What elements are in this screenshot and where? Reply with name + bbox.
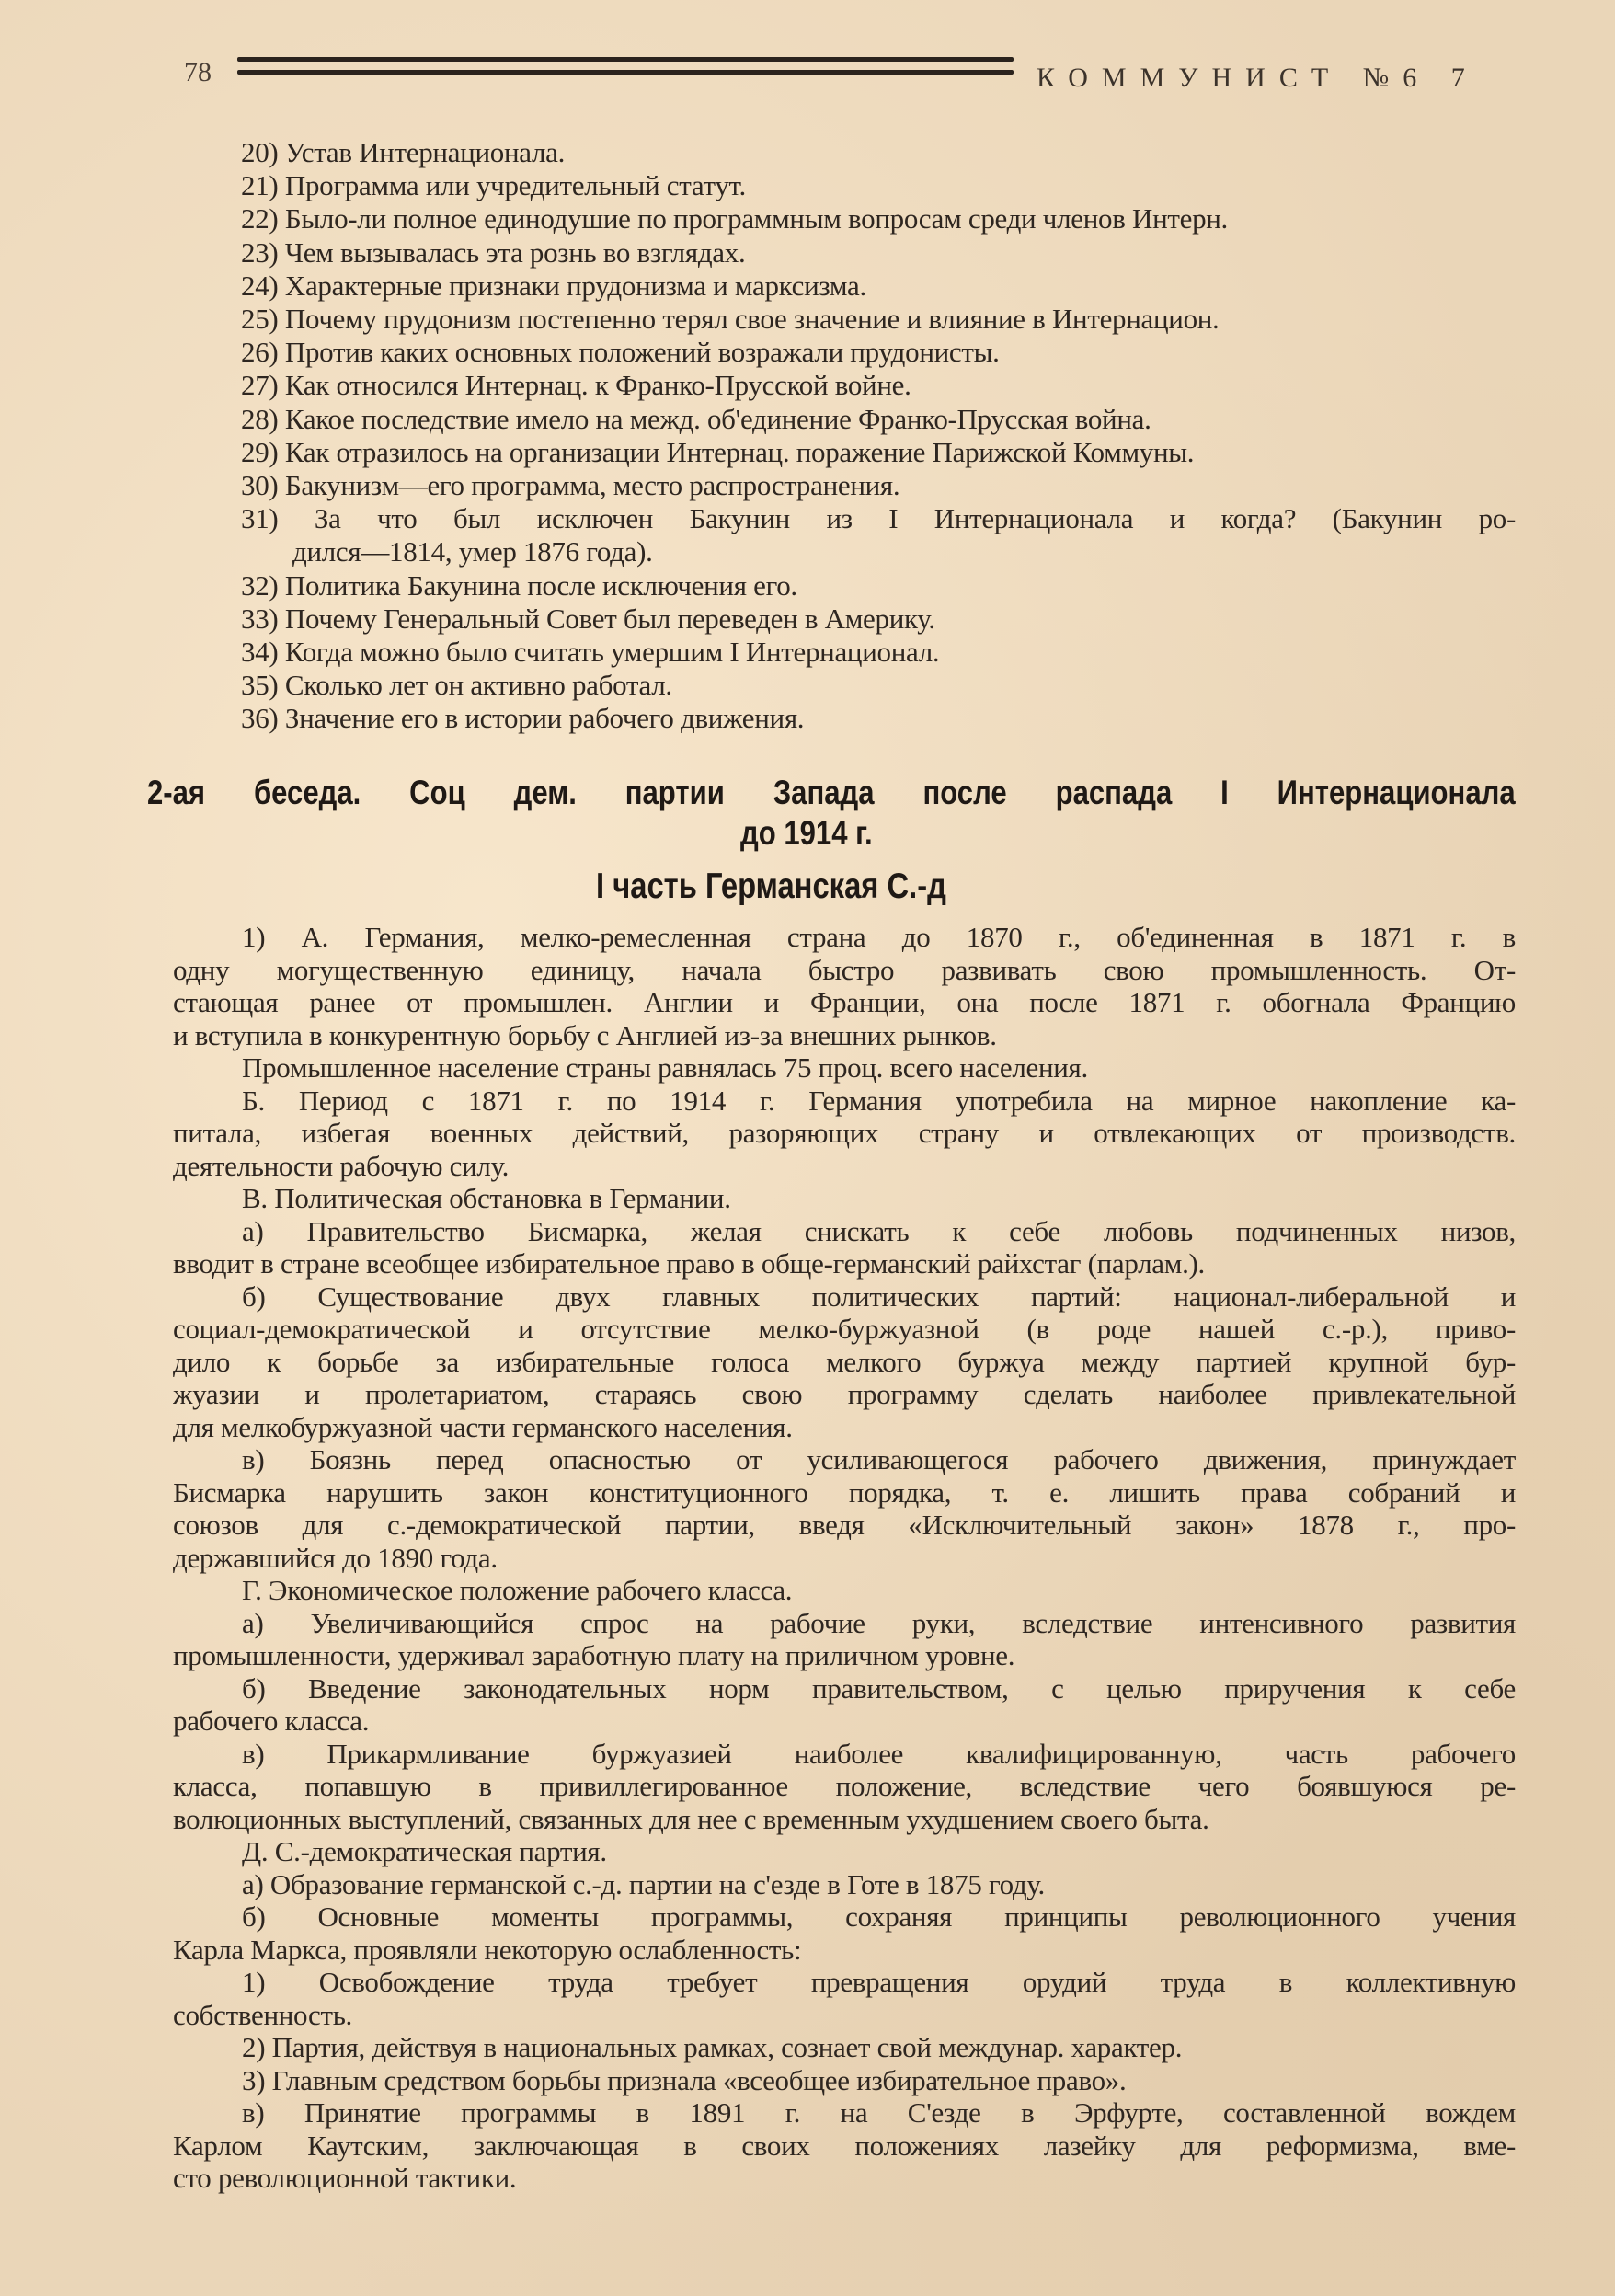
paragraph-line: а) Увеличивающийся спрос на рабочие руки, вследствие интенсивного развития — [242, 1606, 1516, 1639]
paragraph-line: в) Боязнь перед опасностью от усиливающегося рабочего движения, принуждает — [242, 1443, 1516, 1475]
header-rule-top — [237, 57, 1014, 62]
paragraph-line: 1) А. Германия, мелко-ремесленная страна до 1870 г., об'единенная в 1871 г. в — [242, 921, 1516, 953]
paragraph-line: а) Правительство Бисмарка, желая снискать к себе любовь подчиненных низов, — [242, 1214, 1516, 1247]
paragraph-line: Бисмарка нарушить закон конституционного порядка, т. е. лишить права собраний и — [173, 1475, 1516, 1509]
paragraph-line: питала, избегая военных действий, разоряющих страну и отвлекающих от производств. — [173, 1117, 1516, 1149]
question-item: 36) Значение его в истории рабочего движения. — [241, 702, 805, 735]
paragraph-line: б) Введение законодательных норм правительством, с целью приручения к себе — [242, 1671, 1516, 1705]
question-item: 20) Устав Интернационала. — [241, 136, 566, 168]
paragraph-line: б) Основные моменты программы, сохраняя принципы революционного учения — [242, 1900, 1516, 1933]
question-item: 26) Против каких основных положений возражали прудонисты. — [241, 336, 1000, 369]
paragraph-line: вводит в стране всеобщее избирательное право в обще-германский райхстаг (парлам.). — [173, 1247, 1206, 1280]
paragraph-line: в) Прикармливание буржуазией наиболее квалифицированную, часть рабочего — [242, 1737, 1516, 1770]
question-item: 33) Почему Генеральный Совет был переведен в Америку. — [241, 602, 935, 635]
paragraph-line: сто революционной тактики. — [173, 2162, 517, 2194]
question-item: 35) Сколько лет он активно работал. — [241, 669, 672, 702]
paragraph-line: в) Принятие программы в 1891 г. на С'езде в Эрфурте, составленной вождем — [242, 2096, 1516, 2129]
section-subtitle: I часть Германская С.-д — [596, 867, 946, 906]
paragraph-line: Д. С.-демократическая партия. — [242, 1835, 607, 1867]
question-item: 27) Как относился Интернац. к Франко-Прусской войне. — [241, 369, 911, 402]
paragraph-line: а) Образование германской с.-д. партии на с'езде в Готе в 1875 году. — [242, 1867, 1045, 1900]
paragraph-line: социал-демократической и отсутствие мелко-буржуазной (в роде нашей с.-р.), приво- — [173, 1313, 1516, 1345]
paragraph-line: Карлом Каутским, заключающая в своих положениях лазейку для реформизма, вме- — [173, 2129, 1516, 2162]
journal-title: КОММУНИСТ №6 7 — [1037, 63, 1479, 93]
question-item: 25) Почему прудонизм постепенно терял свое значение и влияние в Интернацион. — [241, 303, 1220, 335]
paragraph-line: 2) Партия, действуя в национальных рамках, сознает свой междунар. характер. — [242, 2031, 1183, 2063]
paragraph-line: Карла Маркса, проявляли некоторую ослабленность: — [173, 1933, 802, 1966]
paragraph-line: жуазии и пролетариатом, стараясь свою программу сделать наиболее привлекательной — [173, 1378, 1516, 1410]
paragraph-line: стающая ранее от промышлен. Англии и Франции, она после 1871 г. обогнала Францию — [173, 986, 1516, 1018]
question-item: 31) За что был исключен Бакунин из I Интернационала и когда? (Бакунин ро- — [241, 502, 1516, 535]
paragraph-line: Г. Экономическое положение рабочего класса. — [242, 1574, 793, 1606]
paragraph-line: одну могущественную единицу, начала быстро развивать свою промышленность. От- — [173, 953, 1516, 986]
question-item: 29) Как отразилось на организации Интернац. поражение Парижской Коммуны. — [241, 435, 1195, 468]
paragraph-line: державшийся до 1890 года. — [173, 1541, 498, 1574]
paragraph-line: рабочего класса. — [173, 1705, 370, 1737]
paragraph-line: для мелкобуржуазной части германского населения. — [173, 1410, 793, 1443]
section-title: 2-ая беседа. Соц дем. партии Запада после распада I Интернационала — [147, 774, 1516, 811]
paragraph-line: промышленности, удерживал заработную плату на приличном уровне. — [173, 1639, 1015, 1671]
paragraph-line: 3) Главным средством борьбы признала «всеобщее избирательное право». — [242, 2063, 1127, 2096]
paragraph-line: класса, попавшую в привиллегированное положение, вследствие чего боявшуюся ре- — [173, 1770, 1516, 1802]
paragraph-line: б) Существование двух главных политических партий: национал-либеральной и — [242, 1280, 1516, 1313]
question-item: 23) Чем вызывалась эта рознь во взглядах. — [241, 235, 746, 269]
paragraph-line: дило к борьбе за избирательные голоса мелкого буржуа между партией крупной бур- — [173, 1345, 1516, 1378]
paragraph-line: волюционных выступлений, связанных для нее с временным ухудшением своего быта. — [173, 1802, 1209, 1835]
question-item: 21) Программа или учредительный статут. — [241, 169, 746, 202]
question-item: 22) Было-ли полное единодушие по программным вопросам среди членов Интерн. — [241, 202, 1229, 235]
section-title-line2: до 1914 г. — [740, 814, 873, 852]
paragraph-line: и вступила в конкурентную борьбу с Англией из-за внешних рынков. — [173, 1018, 997, 1051]
paragraph-line: 1) Освобождение труда требует превращения орудий труда в коллективную — [242, 1966, 1516, 1998]
question-item: 28) Какое последствие имело на межд. об'единение Франко-Прусская война. — [241, 402, 1151, 435]
paragraph-line: Б. Период с 1871 г. по 1914 г. Германия употребила на мирное накопление ка- — [242, 1084, 1516, 1117]
header-rule-bottom — [237, 70, 1014, 75]
question-item: 34) Когда можно было считать умершим I Интернационал. — [241, 636, 940, 668]
question-item: дился—1814, умер 1876 года). — [292, 535, 653, 568]
paragraph-line: союзов для с.-демократической партии, введя «Исключительный закон» 1878 г., про- — [173, 1509, 1516, 1541]
page-number: 78 — [184, 57, 212, 87]
paragraph-line: деятельности рабочую силу. — [173, 1149, 510, 1182]
paragraph-line: В. Политическая обстановка в Германии. — [242, 1182, 731, 1214]
question-item: 32) Политика Бакунина после исключения его. — [241, 568, 797, 602]
question-item: 30) Бакунизм—его программа, место распространения. — [241, 469, 900, 501]
paragraph-line: Промышленное население страны равнялась 75 проц. всего населения. — [242, 1051, 1088, 1084]
paragraph-line: собственность. — [173, 1998, 352, 2031]
question-item: 24) Характерные признаки прудонизма и марксизма. — [241, 269, 866, 302]
